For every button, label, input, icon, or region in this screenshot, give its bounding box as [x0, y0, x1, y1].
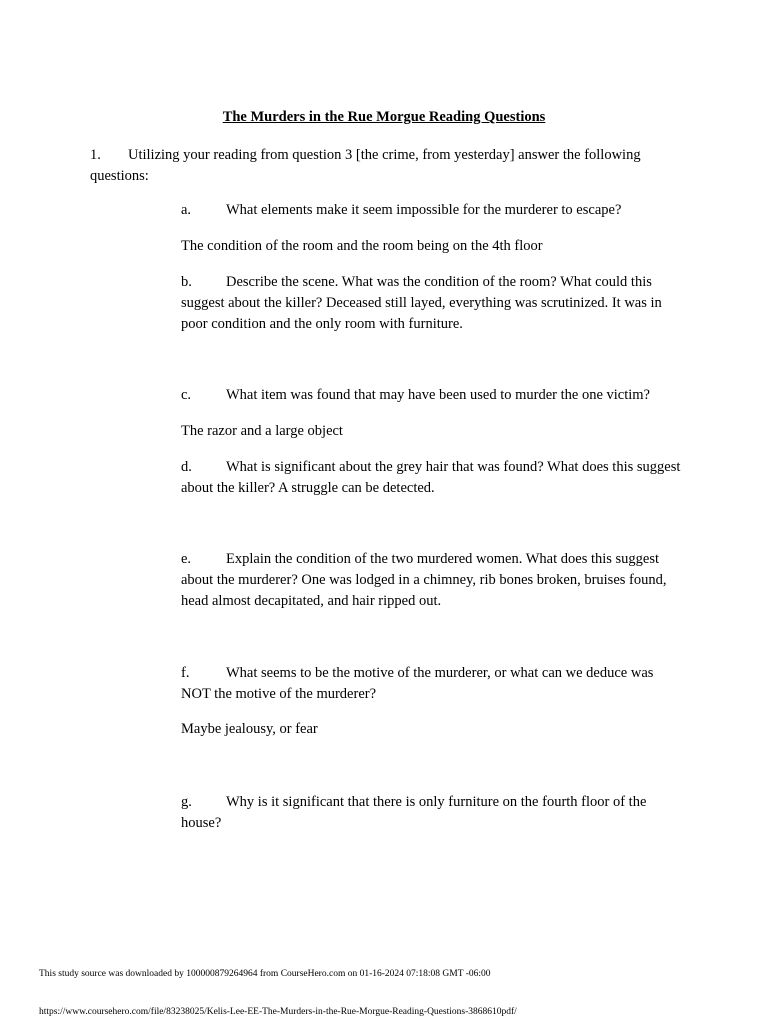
question-1-text: Utilizing your reading from question 3 [the crime, from yesterday] answer the following questions: [90, 147, 641, 184]
question-c [181, 385, 681, 406]
question-b [181, 272, 681, 335]
question-d-letter: d. [181, 459, 192, 475]
question-c-letter: c. [181, 387, 192, 403]
question-d-text: What is significant about the grey hair that was found? What does this suggest about the killer? A struggle can be detected. [181, 459, 681, 496]
question-g [181, 792, 681, 834]
question-f-letter: f. [181, 665, 190, 681]
question-e [181, 549, 681, 612]
answer-c: The razor and a large object [181, 423, 343, 439]
question-f [181, 663, 681, 705]
question-a-letter: a. [181, 202, 192, 218]
answer-a: The condition of the room and the room being on the 4th floor [181, 238, 543, 254]
question-e-text: Explain the condition of the two murdered women. What does this suggest about the murderer? One was lodged in a chimney, rib bones broken, bruises found, head almost decapitated, and hair ripped out. [181, 551, 667, 609]
answer-f: Maybe jealousy, or fear [181, 721, 318, 737]
question-d [181, 457, 681, 499]
question-b-letter: b. [181, 274, 192, 290]
question-f-text: What seems to be the motive of the murderer, or what can we deduce was NOT the motive of the murderer? [181, 665, 654, 702]
question-1-number: 1. [90, 147, 101, 163]
question-a-text: What elements make it seem impossible for the murderer to escape? [226, 202, 622, 218]
question-a [181, 200, 681, 221]
question-g-text: Why is it significant that there is only furniture on the fourth floor of the house? [181, 794, 647, 831]
footer-source-note: This study source was downloaded by 100000879264964 from CourseHero.com on 01-16-2024 07:18:08 GMT -06:00 [39, 969, 491, 979]
document-title: The Murders in the Rue Morgue Reading Questions [222, 109, 546, 125]
question-b-text: Describe the scene. What was the condition of the room? What could this suggest about the killer? Deceased still layed, everything was scrutinized. It was in poor condition and the only room with furniture. [181, 274, 662, 332]
question-1 [90, 145, 680, 187]
question-g-letter: g. [181, 794, 192, 810]
footer-url[interactable]: https://www.coursehero.com/file/83238025/Kelis-Lee-EE-The-Murders-in-the-Rue-Morgue-Reading-Questions-3868610pdf/ [39, 1007, 517, 1017]
question-e-letter: e. [181, 551, 192, 567]
question-c-text: What item was found that may have been used to murder the one victim? [226, 387, 650, 403]
